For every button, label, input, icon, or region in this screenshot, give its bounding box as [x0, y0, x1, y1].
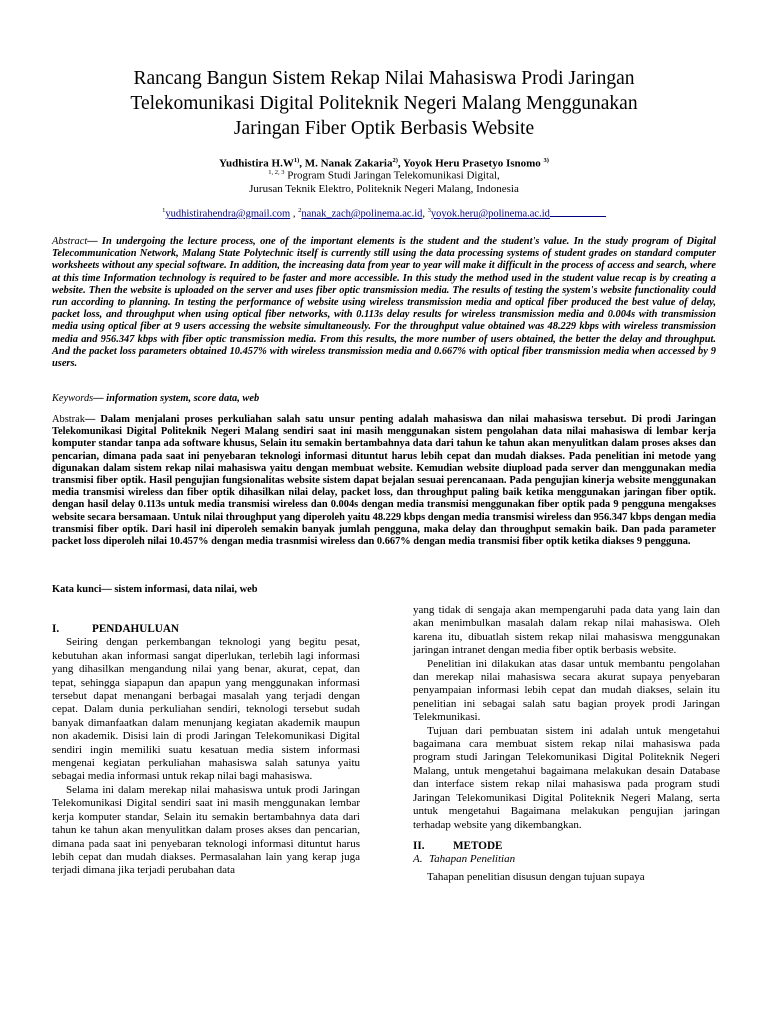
abstrak-body: — Dalam menjalani proses perkuliahan salah satu unsur penting adalah mahasiswa dan nilai mahasiswa tersebut. Di prodi Jaringan Telekomunikasi Digital Politeknik Negeri Malang sendiri saat ini masih menggunakan sistem pengolahan data nilai mahasiswa di lembar kerja komputer standar tanpa ada software khusus, Selain itu semakin bertambahnya data dari tahun ke tahun akan menyulitkan dalam proses akses dan pencarian, dimana pada saat ini penyebaran teknologi informasi dituntut harus lebih cepat dan mudah diakses. Pada penelitian ini metode yang digunakan dalam sistem rekap nilai mahasiswa yaitu dengan membuat website. Kemudian website diupload pada server dan menggunakan media transmisi fiber optik. Hasil pengujian fungsionalitas website sistem dapat bejalan sesuai perencanaan. Pada pengujian kinerja website menggunakan media transmisi wireless dan fiber optik dihasilkan nilai delay, packet loss, dan throughput paling baik ketika menggunakan jaringan fiber optik. dengan hasil delay 0.113s untuk media transmisi wireless dan 0.004s dengan media transmisi menggunakan fiber optik pada 9 pengguna mengakses website secara bersamaan. Untuk nilai throughput yang diperoleh yaitu 48.229 kbps dengan media transmisi wireless dan 956.347 kbps dengan media transmisi fiber optik. Dari hasil ini diperoleh semakin banyak jumlah pengguna, maka delay dan throughput semakin baik. Dan pada parameter packet loss diperoleh nilai 10.457% dengan media trasnmisi wireless dan 0.667% dengan media transmisi fiber optik ketika diakses 9 pengguna.: [52, 414, 716, 548]
author-sup: 2): [392, 157, 398, 164]
author-name: Yudhistira H.W: [219, 157, 294, 170]
email-link[interactable]: nanak_zach@polinema.ac.id: [301, 208, 423, 220]
author-sup: 3): [543, 157, 549, 164]
affiliation: [40, 166, 728, 197]
affiliation-line: Jurusan Teknik Elektro, Politeknik Negeri Malang, Indonesia: [249, 183, 519, 196]
abstract-english: [52, 236, 716, 370]
keywords-indonesian: Kata kunci— sistem informasi, data nilai, web: [52, 584, 258, 595]
abstract-label: Abstract: [52, 236, 88, 247]
paragraph: Seiring dengan perkembangan teknologi yang begitu pesat, kebutuhan akan informasi sangat diperlukan, terlebih lagi informasi yang dihasilkan mengandung nilai yang benar, akurat, cepat, dan tepat, sehingga siapapun dan apapun yang menggunakan informasi tersebut dapat menangani berbagai masalah yang terjadi dengan cepat. Dalam dunia perkuliahan sendiri, teknologi tersebut sudah banyak dimanfaatkan dalam menunjang kegiatan akademik maupun non akademik. Disisi lain di prodi Jaringan Telekomunikasi Digital sendiri ingin memiliki suatu kesatuan media sistem informasi mengenai kegiatan perkuliahan mahasiswa salah satunya yaitu sebagai media informasi untuk rekap nilai bagi mahasiswa.: [52, 636, 360, 783]
paragraph: Tujuan dari pembuatan sistem ini adalah untuk mengetahui bagaimana cara membuat sistem rekap nilai mahasiswa pada program studi Jaringan Telekomunikasi Digital Politeknik Negeri Malang, untuk mengetahui bagaimana melakukan desain Database dan interface sistem rekap nilai mahasiswa pada program studi Jaringan Telekomunikasi Digital Politeknik Negeri Malang, serta untuk mengetahui Bagaimana melakukan pengujian jaringan terhadap website yang dikembangkan.: [413, 724, 720, 831]
title-line: Jaringan Fiber Optik Berbasis Website: [233, 118, 535, 139]
subsection-title: Tahapan Penelitian: [429, 853, 516, 866]
author-sup: 1): [293, 157, 300, 164]
paragraph: Selama ini dalam merekap nilai mahasiswa untuk prodi Jaringan Telekomunikasi Digital sendiri saat ini masih menggunakan lembar kerja komputer standar, Selain itu semakin bertambahnya data dari tahun ke tahun akan menyulitkan dalam proses akses dan pencarian, dimana pada saat ini penyebaran teknologi informasi dituntut harus lebih cepat dan mudah diakses. Permasalahan lain yang kerap juga terjadi dimana jika terjadi perubahan data: [52, 783, 360, 877]
section-heading: [413, 840, 720, 853]
email-list: $^1$yudhistirahendra@gmail.com , $^2$nanak_zach@polinema.ac.id, $^3$yoyok.heru@polinema.ac.id: [40, 204, 728, 221]
section-title: METODE: [453, 839, 503, 852]
spacer: [413, 832, 720, 840]
email-sup: 3: [427, 207, 431, 214]
author-name: Yoyok Heru Prasetyo Isnomo: [402, 157, 541, 170]
paragraph: Penelitian ini dilakukan atas dasar untuk membantu pengolahan dan merekap nilai mahasiswa secara akurat supaya penyebaran penyampaian informasi lebih cepat dan mudah diakses, selain itu penelitian ini sebagai salah satu bagian proyek prodi Jaringan Telekmunikasi.: [413, 657, 720, 724]
title-line: Rancang Bangun Sistem Rekap Nilai Mahasiswa Prodi Jaringan: [133, 68, 635, 89]
abstract-indonesian: [52, 414, 716, 548]
affiliation-sup: 1, 2, 3: [268, 169, 285, 176]
abstrak-label: Abstrak: [52, 414, 85, 425]
section-number: II.: [413, 839, 425, 852]
keywords-label: Keywords: [52, 393, 94, 404]
section-title: PENDAHULUAN: [92, 623, 180, 635]
underline-decoration: [550, 206, 606, 217]
keywords-english: [52, 393, 716, 406]
email-sup: 1: [162, 207, 166, 214]
section-heading: [52, 623, 360, 636]
keywords-body: — information system, score data, web: [93, 393, 260, 404]
paragraph: yang tidak di sengaja akan mempengaruhi pada data yang lain dan akan menimbulkan masalah dalam rekap nilai mahasiswa. Oleh karena itu, dibuatlah sistem rekap nilai mahasiswa menggunakan jaringan intranet dengan media fiber optik berbasis website.: [413, 604, 720, 657]
paragraph: Tahapan penelitian disusun dengan tujuan supaya: [427, 870, 645, 883]
title-line: Telekomunikasi Digital Politeknik Negeri Malang Menggunakan: [130, 93, 638, 114]
right-column: [413, 604, 720, 884]
paper-title: [40, 66, 728, 141]
abstract-body: — In undergoing the lecture process, one of the important elements is the student and the student's value. In the study program of Digital Telecommunication Network, Malang State Polytechnic itself is currently still using the data processing systems of student grades on standard computer worksheets without any special software. In addition, the increasing data from year to year will make it difficult in the process of access and search, where at this time Information technology is required to be faster and more accessible. In this study the method used in the student value recap is by creating a website. Then the website is uploaded on the server and uses fiber optic transmission media. The results of testing the system's website functionality could run according to planning. In testing the performance of website using wireless transmission media and optical fiber produced the best value of delay, packet loss, and throughput when using optical fiber networks, with 0.113s delay results for wireless transmission media and 0.004s with transmission media using optical fiber at 9 users accessing the website simultaneously. For the throughput value obtained was 48.229 kbps with wireless transmission media and 956.347 kbps with fiber optic transmission media. From this results, the more number of users obtained, the better the delay and throughput. And the packet loss parameters obtained 10.457% with wireless transmission media and 0.667% with optical fiber transmission media when accessed by 9 users.: [52, 236, 716, 370]
subsection-number: A.: [413, 853, 423, 866]
section-number: I.: [52, 623, 60, 635]
email-sup: 2: [298, 207, 302, 214]
author-name: M. Nanak Zakaria: [304, 157, 393, 170]
left-column: [52, 623, 360, 878]
author-list: Yudhistira $H.W^{1)}$, M. Nanak Zakaria$^{2)}$, Yoyok Heru Prasetyo Isnomo $^{3)}$: [219, 157, 549, 170]
email-link[interactable]: yudhistirahendra@gmail.com: [165, 208, 291, 220]
subsection-heading: [413, 853, 720, 866]
email-link[interactable]: yoyok.heru@polinema.ac.id: [430, 208, 550, 220]
affiliation-line: Program Studi Jaringan Telekomunikasi Digital,: [287, 169, 500, 182]
